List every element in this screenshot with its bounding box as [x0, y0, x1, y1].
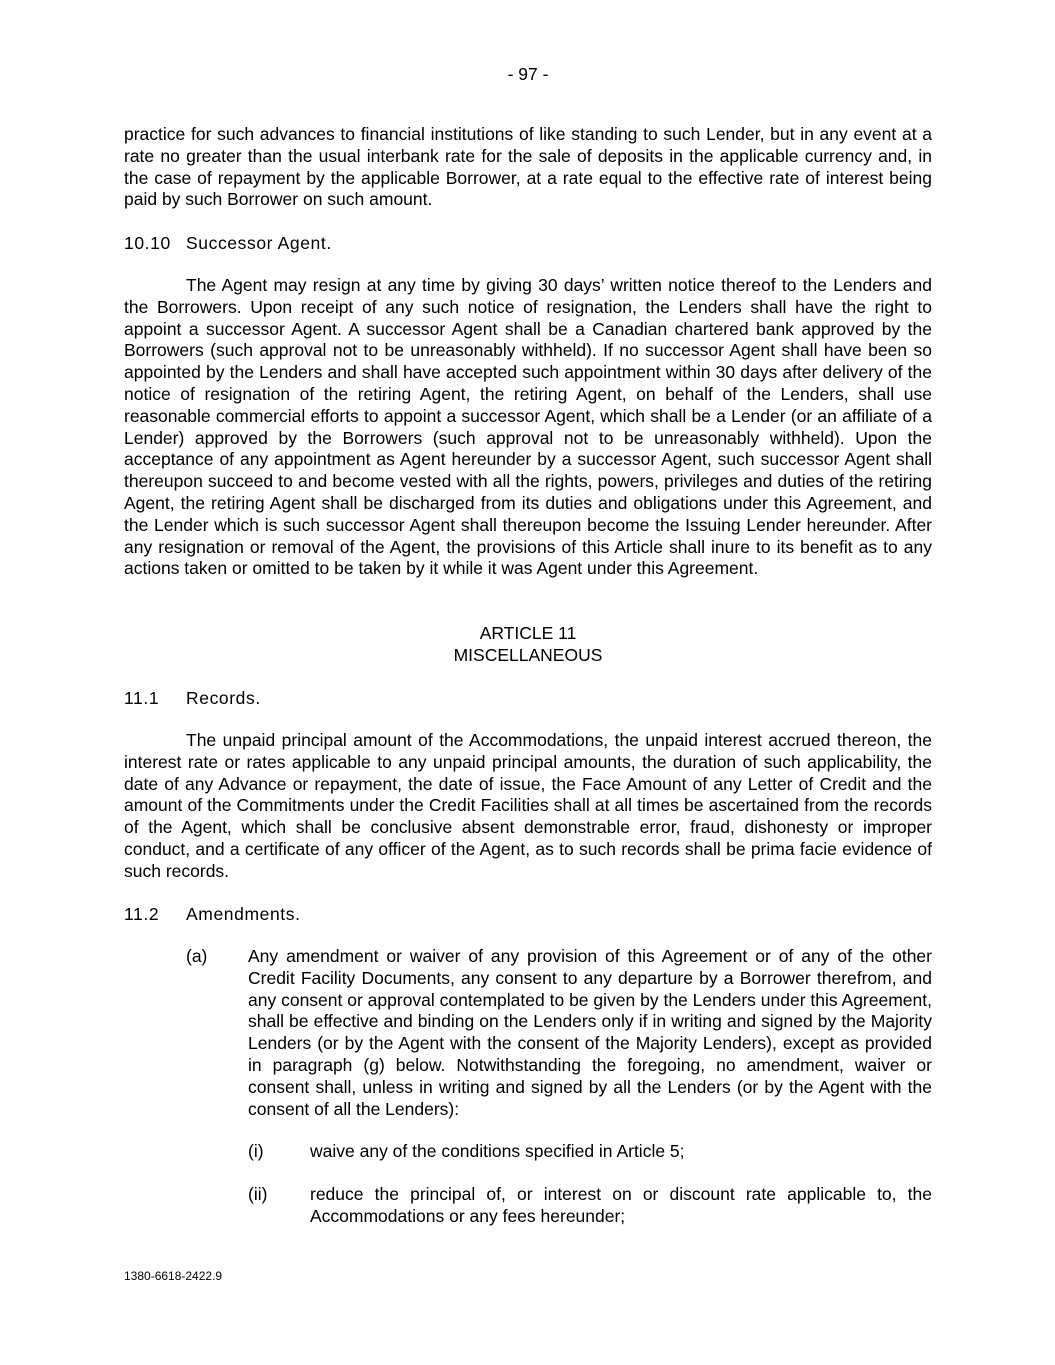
section-number: 11.1	[124, 688, 160, 708]
section-title: Records.	[186, 688, 261, 708]
footer-document-id: 1380-6618-2422.9	[124, 1269, 223, 1283]
article-number: ARTICLE 11	[479, 623, 577, 643]
list-label: (i)	[248, 1141, 264, 1161]
section-number: 10.10	[124, 233, 171, 253]
page-number: - 97 -	[507, 64, 549, 84]
article-heading	[124, 623, 932, 667]
section-number: 11.2	[124, 904, 160, 924]
section-11-1-body: The unpaid principal amount of the Accommodations, the unpaid interest accrued thereon, the interest rate or rates applicable to any unpaid principal amounts, the duration of such applicability, the date of any Advance or repayment, the date of issue, the Face Amount of any Letter of Credit and the amount of the Commitments under the Credit Facilities shall at all times be ascertained from the records of the Agent, which shall be conclusive absent demonstrable error, fraud, dishonesty or improper conduct, and a certificate of any officer of the Agent, as to such records shall be prima facie evidence of such records.	[124, 730, 932, 881]
list-item-body: waive any of the conditions specified in Article 5;	[310, 1141, 685, 1161]
section-title: Successor Agent.	[186, 233, 332, 253]
list-item-body: Any amendment or waiver of any provision of this Agreement or of any of the other Credit Facility Documents, any consent to any departure by a Borrower therefrom, and any consent or approval contemplated to be given by the Lenders under this Agreement, shall be effective and binding on the Lenders only if in writing and signed by the Majority Lenders (or by the Agent with the consent of the Majority Lenders), except as provided in paragraph (g) below. Notwithstanding the foregoing, no amendment, waiver or consent shall, unless in writing and signed by all the Lenders (or by the Agent with the consent of all the Lenders):	[248, 946, 932, 1119]
section-title: Amendments.	[186, 904, 301, 924]
list-label: (ii)	[248, 1184, 268, 1204]
section-heading-10-10	[124, 232, 332, 254]
intro-paragraph: practice for such advances to financial institutions of like standing to such Lender, but in any event at a rate no greater than the usual interbank rate for the sale of deposits in the applicable currency and, in the case of repayment by the applicable Borrower, at a rate equal to the effective rate of interest being paid by such Borrower on such amount.	[124, 124, 932, 210]
section-10-10-body: The Agent may resign at any time by giving 30 days’ written notice thereof to the Lenders and the Borrowers. Upon receipt of any such notice of resignation, the Lenders shall have the right to appoint a successor Agent. A successor Agent shall be a Canadian chartered bank approved by the Borrowers (such approval not to be unreasonably withheld). If no successor Agent shall have been so appointed by the Lenders and shall have accepted such appointment within 30 days after delivery of the notice of resignation of the retiring Agent, the retiring Agent, on behalf of the Lenders, shall use reasonable commercial efforts to appoint a successor Agent, which shall be a Lender (or an affiliate of a Lender) approved by the Borrowers (such approval not to be unreasonably withheld). Upon the acceptance of any appointment as Agent hereunder by a successor Agent, such successor Agent shall thereupon succeed to and become vested with all the rights, powers, privileges and duties of the retiring Agent, the retiring Agent shall be discharged from its duties and obligations under this Agreement, and the Lender which is such successor Agent shall thereupon become the Issuing Lender hereunder. After any resignation or removal of the Agent, the provisions of this Article shall inure to its benefit as to any actions taken or omitted to be taken by it while it was Agent under this Agreement.	[124, 275, 932, 579]
section-heading-11-1	[124, 687, 261, 709]
list-item-body: reduce the principal of, or interest on or discount rate applicable to, the Accommodations or any fees hereunder;	[310, 1184, 932, 1226]
list-label: (a)	[186, 946, 208, 966]
section-heading-11-2	[124, 903, 301, 925]
article-title: MISCELLANEOUS	[453, 644, 603, 665]
